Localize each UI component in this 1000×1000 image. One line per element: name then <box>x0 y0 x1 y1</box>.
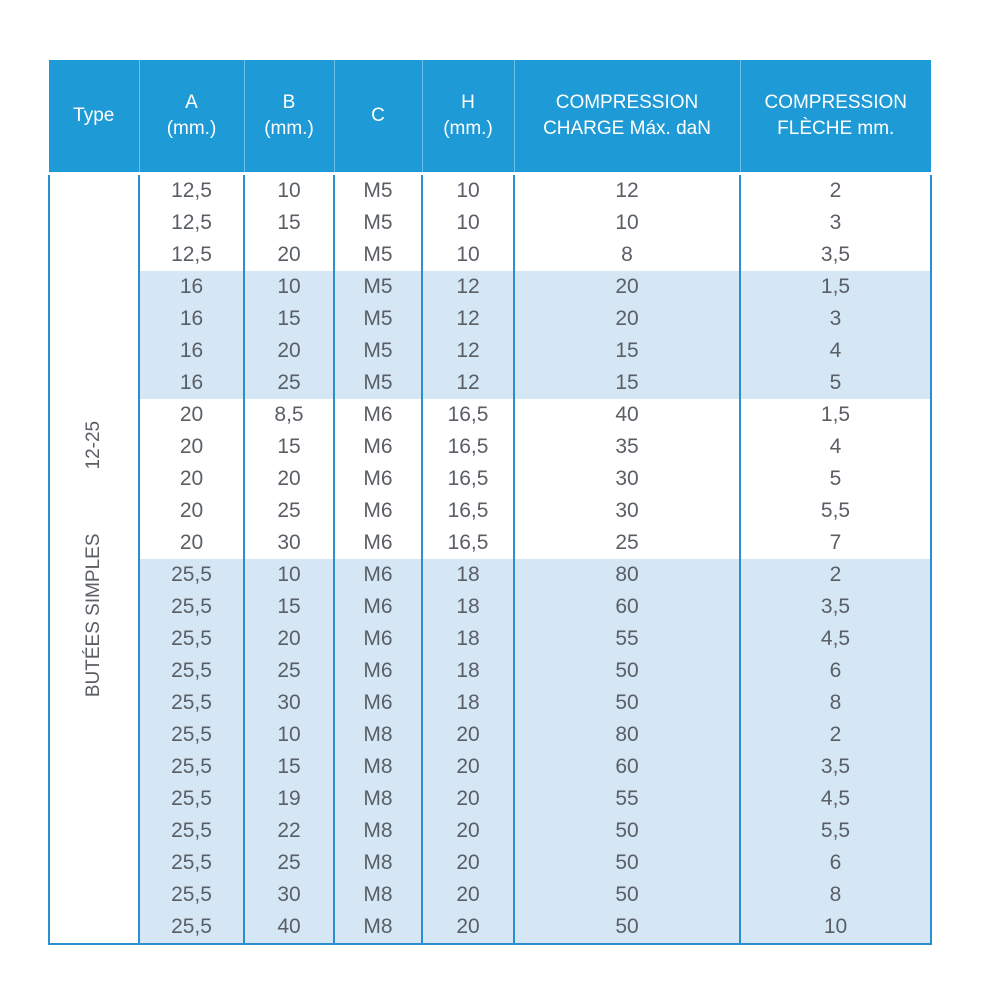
cell-deflection: 2 <box>740 719 931 751</box>
cell-c: M6 <box>334 655 422 687</box>
cell-a: 20 <box>139 495 244 527</box>
cell-c: M5 <box>334 174 422 208</box>
cell-b: 20 <box>244 239 334 271</box>
cell-c: M8 <box>334 847 422 879</box>
table-row <box>49 207 931 239</box>
cell-deflection: 3,5 <box>740 239 931 271</box>
cell-b: 10 <box>244 271 334 303</box>
table-row <box>49 783 931 815</box>
cell-load: 30 <box>514 495 740 527</box>
cell-a: 16 <box>139 303 244 335</box>
cell-c: M5 <box>334 207 422 239</box>
cell-c: M6 <box>334 431 422 463</box>
cell-deflection: 3,5 <box>740 591 931 623</box>
cell-a: 25,5 <box>139 591 244 623</box>
table-row <box>49 431 931 463</box>
table-row <box>49 495 931 527</box>
cell-load: 60 <box>514 591 740 623</box>
type-label <box>83 421 105 697</box>
cell-load: 30 <box>514 463 740 495</box>
table-row <box>49 687 931 719</box>
type-cell <box>49 174 139 945</box>
cell-a: 12,5 <box>139 239 244 271</box>
cell-h: 12 <box>422 271 514 303</box>
cell-load: 55 <box>514 623 740 655</box>
cell-load: 20 <box>514 271 740 303</box>
cell-load: 35 <box>514 431 740 463</box>
header-a: A (mm.) <box>139 60 244 174</box>
type-name: BUTÉES SIMPLES <box>83 533 104 698</box>
cell-h: 16,5 <box>422 431 514 463</box>
cell-load: 12 <box>514 174 740 208</box>
cell-h: 12 <box>422 367 514 399</box>
cell-load: 50 <box>514 815 740 847</box>
cell-b: 15 <box>244 207 334 239</box>
table-row <box>49 463 931 495</box>
cell-deflection: 4 <box>740 431 931 463</box>
cell-c: M5 <box>334 335 422 367</box>
cell-deflection: 6 <box>740 655 931 687</box>
cell-b: 25 <box>244 367 334 399</box>
cell-a: 25,5 <box>139 655 244 687</box>
cell-b: 25 <box>244 847 334 879</box>
cell-load: 15 <box>514 367 740 399</box>
cell-c: M5 <box>334 271 422 303</box>
cell-b: 30 <box>244 879 334 911</box>
cell-deflection: 7 <box>740 527 931 559</box>
table-row <box>49 367 931 399</box>
cell-h: 20 <box>422 751 514 783</box>
cell-load: 40 <box>514 399 740 431</box>
table-row <box>49 847 931 879</box>
cell-a: 25,5 <box>139 719 244 751</box>
cell-deflection: 3,5 <box>740 751 931 783</box>
cell-a: 25,5 <box>139 847 244 879</box>
cell-b: 19 <box>244 783 334 815</box>
cell-deflection: 6 <box>740 847 931 879</box>
cell-deflection: 2 <box>740 559 931 591</box>
cell-deflection: 4,5 <box>740 783 931 815</box>
cell-b: 20 <box>244 463 334 495</box>
table-row <box>49 527 931 559</box>
cell-b: 10 <box>244 559 334 591</box>
cell-b: 20 <box>244 335 334 367</box>
table-row <box>49 751 931 783</box>
cell-a: 20 <box>139 431 244 463</box>
cell-h: 10 <box>422 207 514 239</box>
cell-deflection: 10 <box>740 911 931 944</box>
cell-c: M6 <box>334 399 422 431</box>
table-row <box>49 335 931 367</box>
cell-b: 15 <box>244 431 334 463</box>
cell-h: 18 <box>422 559 514 591</box>
table-row <box>49 815 931 847</box>
cell-c: M6 <box>334 623 422 655</box>
cell-h: 12 <box>422 303 514 335</box>
cell-h: 20 <box>422 783 514 815</box>
type-range: 12-25 <box>83 420 104 470</box>
cell-load: 50 <box>514 847 740 879</box>
cell-h: 18 <box>422 623 514 655</box>
cell-deflection: 1,5 <box>740 271 931 303</box>
cell-a: 25,5 <box>139 559 244 591</box>
table-row <box>49 879 931 911</box>
cell-load: 80 <box>514 719 740 751</box>
cell-c: M6 <box>334 495 422 527</box>
header-compression-deflection: COMPRESSION FLÈCHE mm. <box>740 60 931 174</box>
table-row <box>49 591 931 623</box>
table-row <box>49 559 931 591</box>
cell-load: 50 <box>514 655 740 687</box>
cell-h: 18 <box>422 687 514 719</box>
cell-a: 16 <box>139 335 244 367</box>
cell-a: 25,5 <box>139 879 244 911</box>
cell-c: M8 <box>334 751 422 783</box>
cell-h: 20 <box>422 911 514 944</box>
table-header <box>49 60 931 174</box>
cell-a: 12,5 <box>139 207 244 239</box>
cell-load: 60 <box>514 751 740 783</box>
table-row <box>49 719 931 751</box>
cell-b: 15 <box>244 591 334 623</box>
cell-b: 15 <box>244 303 334 335</box>
cell-deflection: 1,5 <box>740 399 931 431</box>
cell-a: 25,5 <box>139 623 244 655</box>
cell-deflection: 8 <box>740 687 931 719</box>
cell-a: 16 <box>139 367 244 399</box>
cell-c: M8 <box>334 719 422 751</box>
cell-h: 18 <box>422 591 514 623</box>
spec-table <box>48 60 932 945</box>
cell-c: M8 <box>334 911 422 944</box>
cell-h: 16,5 <box>422 495 514 527</box>
cell-c: M6 <box>334 463 422 495</box>
cell-b: 10 <box>244 174 334 208</box>
cell-h: 16,5 <box>422 463 514 495</box>
cell-c: M8 <box>334 815 422 847</box>
cell-a: 20 <box>139 463 244 495</box>
cell-c: M5 <box>334 367 422 399</box>
cell-load: 15 <box>514 335 740 367</box>
table-body <box>49 174 931 945</box>
cell-c: M8 <box>334 783 422 815</box>
header-b: B (mm.) <box>244 60 334 174</box>
cell-a: 16 <box>139 271 244 303</box>
table-row <box>49 399 931 431</box>
table-row <box>49 303 931 335</box>
cell-h: 18 <box>422 655 514 687</box>
cell-h: 16,5 <box>422 399 514 431</box>
cell-c: M6 <box>334 559 422 591</box>
cell-load: 50 <box>514 687 740 719</box>
table-row <box>49 911 931 944</box>
cell-deflection: 4,5 <box>740 623 931 655</box>
cell-c: M6 <box>334 591 422 623</box>
header-row <box>49 60 931 174</box>
cell-deflection: 2 <box>740 174 931 208</box>
cell-deflection: 5 <box>740 463 931 495</box>
header-compression-load: COMPRESSION CHARGE Máx. daN <box>514 60 740 174</box>
cell-load: 8 <box>514 239 740 271</box>
cell-a: 12,5 <box>139 174 244 208</box>
table-row <box>49 271 931 303</box>
cell-b: 10 <box>244 719 334 751</box>
cell-a: 25,5 <box>139 911 244 944</box>
cell-deflection: 3 <box>740 207 931 239</box>
cell-b: 20 <box>244 623 334 655</box>
cell-deflection: 5,5 <box>740 815 931 847</box>
cell-b: 15 <box>244 751 334 783</box>
table-row <box>49 239 931 271</box>
cell-c: M5 <box>334 239 422 271</box>
cell-deflection: 4 <box>740 335 931 367</box>
cell-h: 12 <box>422 335 514 367</box>
cell-b: 25 <box>244 655 334 687</box>
cell-load: 25 <box>514 527 740 559</box>
cell-b: 8,5 <box>244 399 334 431</box>
cell-a: 20 <box>139 527 244 559</box>
cell-a: 25,5 <box>139 783 244 815</box>
cell-b: 22 <box>244 815 334 847</box>
cell-h: 20 <box>422 879 514 911</box>
cell-deflection: 5 <box>740 367 931 399</box>
table-row <box>49 623 931 655</box>
cell-h: 16,5 <box>422 527 514 559</box>
cell-b: 40 <box>244 911 334 944</box>
cell-a: 20 <box>139 399 244 431</box>
cell-b: 30 <box>244 687 334 719</box>
header-type: Type <box>49 60 139 174</box>
cell-load: 20 <box>514 303 740 335</box>
header-h: H (mm.) <box>422 60 514 174</box>
cell-h: 20 <box>422 847 514 879</box>
cell-h: 10 <box>422 239 514 271</box>
table-row <box>49 174 931 208</box>
cell-h: 10 <box>422 174 514 208</box>
cell-h: 20 <box>422 815 514 847</box>
cell-a: 25,5 <box>139 751 244 783</box>
cell-b: 30 <box>244 527 334 559</box>
cell-a: 25,5 <box>139 815 244 847</box>
cell-load: 50 <box>514 879 740 911</box>
cell-load: 10 <box>514 207 740 239</box>
cell-deflection: 8 <box>740 879 931 911</box>
cell-a: 25,5 <box>139 687 244 719</box>
cell-c: M8 <box>334 879 422 911</box>
cell-b: 25 <box>244 495 334 527</box>
cell-c: M6 <box>334 527 422 559</box>
cell-load: 50 <box>514 911 740 944</box>
table-row <box>49 655 931 687</box>
cell-c: M5 <box>334 303 422 335</box>
cell-c: M6 <box>334 687 422 719</box>
cell-h: 20 <box>422 719 514 751</box>
cell-deflection: 5,5 <box>740 495 931 527</box>
header-c: C <box>334 60 422 174</box>
cell-deflection: 3 <box>740 303 931 335</box>
cell-load: 80 <box>514 559 740 591</box>
cell-load: 55 <box>514 783 740 815</box>
